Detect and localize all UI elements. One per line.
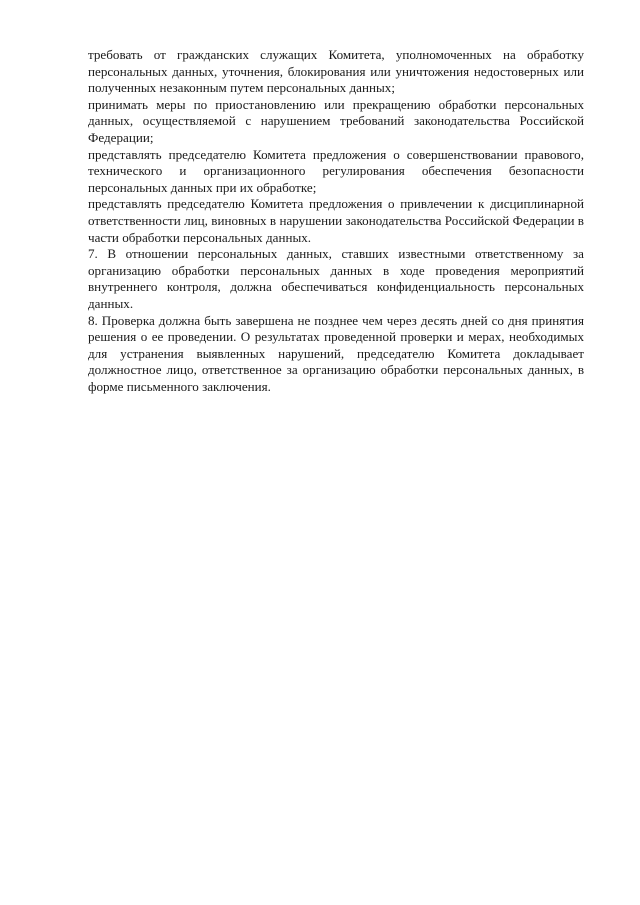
paragraph-submit-disciplinary <box>88 196 584 246</box>
paragraph-take-measures <box>88 97 584 147</box>
paragraph-text: представлять председателю Комитета предложения о совершенствовании правового, технического и организационного регулирования обеспечения безопасности персональных данных при их обработке; <box>88 146 584 195</box>
paragraph-text: требовать от гражданских служащих Комитета, уполномоченных на обработку персональных данных, уточнения, блокирования или уничтожения недостоверных или полученных незаконным путем персональных данных; <box>88 47 584 96</box>
paragraph-text: принимать меры по приостановлению или прекращению обработки персональных данных, осуществляемой с нарушением требований законодательства Российской Федерации; <box>88 96 584 145</box>
paragraph-require-clarification <box>88 47 584 97</box>
paragraph-text: 8. Проверка должна быть завершена не позднее чем через десять дней со дня принятия решения о ее проведении. О результатах проведенной проверки и мерах, необходимых для устранения выявленных нарушений, председателю Комитета докладывает должностное лицо, ответственное за организацию обработки персональных данных, в форме письменного заключения. <box>88 312 584 394</box>
paragraph-submit-improvements <box>88 147 584 197</box>
paragraph-text: 7. В отношении персональных данных, ставших известными ответственному за организацию обработки персональных данных в ходе проведения мероприятий внутреннего контроля, должна обеспечиваться конфиденциальность персональных данных. <box>88 246 584 311</box>
document-body <box>88 47 584 395</box>
paragraph-text: представлять председателю Комитета предложения о привлечении к дисциплинарной ответственности лиц, виновных в нарушении законодательства Российской Федерации в части обработки персональных данных. <box>88 196 584 245</box>
paragraph-item-7 <box>88 246 584 312</box>
paragraph-item-8 <box>88 313 584 396</box>
